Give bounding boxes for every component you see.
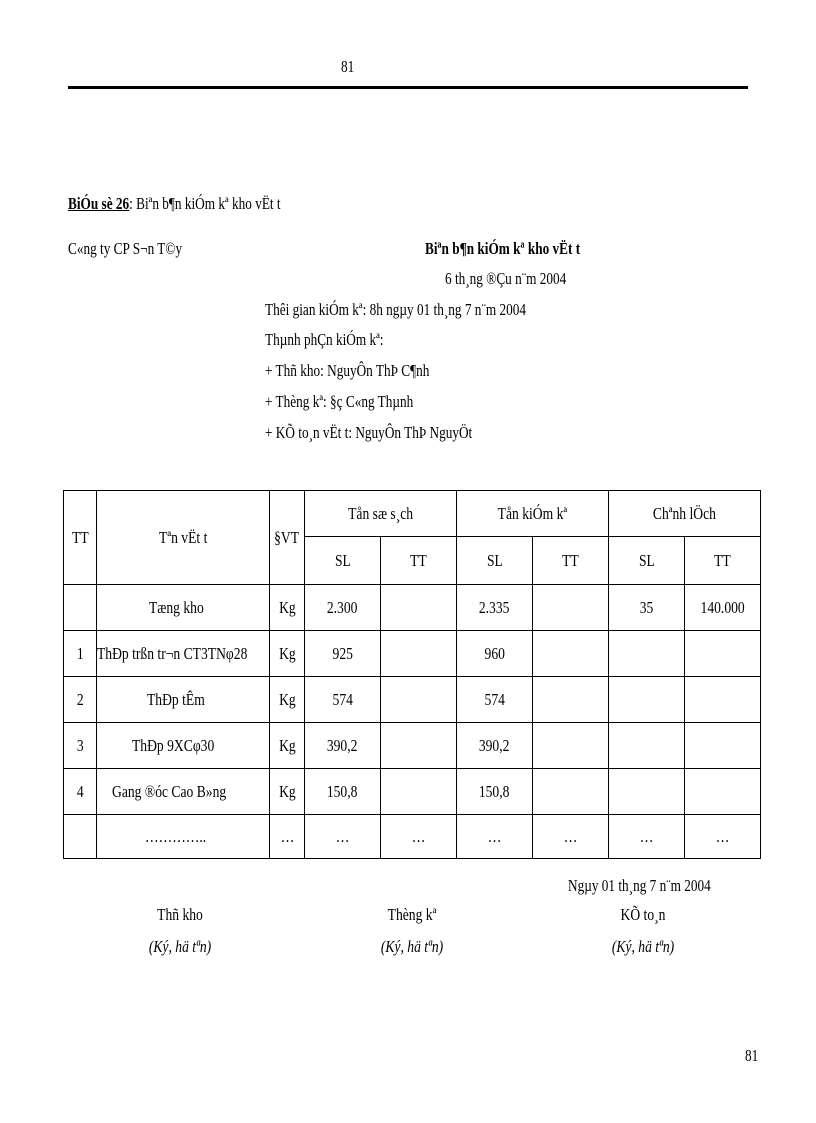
cell-unit: … xyxy=(270,815,305,859)
cell-diff-tt: 140.000 xyxy=(685,585,761,631)
cell-count-tt xyxy=(533,585,609,631)
signing-date: Ngµy 01 th¸ng 7 n¨m 2004 xyxy=(568,876,711,895)
col-header-diff-tt: TT xyxy=(685,537,761,585)
cell-book-tt: … xyxy=(381,815,457,859)
figure-caption-label: BiÓu sè 26 xyxy=(68,194,130,213)
col-header-count: Tån kiÓm kª xyxy=(457,491,609,537)
cell-diff-tt xyxy=(685,677,761,723)
cell-name: ………….. xyxy=(97,815,270,859)
cell-tt: 4 xyxy=(64,769,97,815)
committee-label: Thµnh phÇn kiÓm kª: xyxy=(265,330,384,349)
signer-note: (Ký, hä tªn) xyxy=(380,937,444,956)
col-header-count-tt: TT xyxy=(533,537,609,585)
cell-book-tt xyxy=(381,585,457,631)
cell-count-tt xyxy=(533,769,609,815)
cell-diff-sl xyxy=(609,677,685,723)
cell-unit: Kg xyxy=(270,585,305,631)
cell-book-sl: 2.300 xyxy=(305,585,381,631)
cell-count-tt xyxy=(533,723,609,769)
cell-book-tt xyxy=(381,769,457,815)
cell-diff-sl xyxy=(609,723,685,769)
col-header-unit: §VT xyxy=(270,491,305,585)
cell-unit: Kg xyxy=(270,769,305,815)
col-header-diff-sl: SL xyxy=(609,537,685,585)
header-divider xyxy=(68,86,748,89)
cell-book-tt xyxy=(381,723,457,769)
cell-count-sl: 150,8 xyxy=(457,769,533,815)
cell-count-tt xyxy=(533,677,609,723)
cell-count-sl: 574 xyxy=(457,677,533,723)
inventory-table xyxy=(63,490,761,859)
table-row xyxy=(64,585,761,631)
table-row xyxy=(64,769,761,815)
cell-count-tt xyxy=(533,631,609,677)
inventory-time: Thêi gian kiÓm kª: 8h ngµy 01 th¸ng 7 n¨m 2004 xyxy=(265,300,527,319)
cell-count-sl: 960 xyxy=(457,631,533,677)
table-row xyxy=(64,677,761,723)
signer-role: Thèng kª xyxy=(387,905,437,924)
signer-note: (Ký, hä tªn) xyxy=(611,937,675,956)
cell-tt xyxy=(64,585,97,631)
col-header-book: Tån sæ s¸ch xyxy=(305,491,457,537)
company-name: C«ng ty CP S¬n T©y xyxy=(68,239,183,258)
cell-name: Tæng kho xyxy=(97,585,270,631)
cell-name: ThÐp 9XCφ30 xyxy=(97,723,270,769)
col-header-diff: Chªnh lÖch xyxy=(609,491,761,537)
cell-tt: 3 xyxy=(64,723,97,769)
cell-count-sl: … xyxy=(457,815,533,859)
cell-book-sl: 150,8 xyxy=(305,769,381,815)
cell-unit: Kg xyxy=(270,723,305,769)
document-period: 6 th¸ng ®Çu n¨m 2004 xyxy=(445,269,567,288)
cell-book-tt xyxy=(381,631,457,677)
footer-page-number: 81 xyxy=(745,1046,759,1065)
cell-book-sl: 574 xyxy=(305,677,381,723)
table-row xyxy=(64,723,761,769)
cell-book-sl: … xyxy=(305,815,381,859)
cell-book-sl: 390,2 xyxy=(305,723,381,769)
cell-diff-sl: 35 xyxy=(609,585,685,631)
col-header-tt: TT xyxy=(64,491,97,585)
cell-name: Gang ®óc Cao B»ng xyxy=(97,769,270,815)
cell-diff-tt xyxy=(685,631,761,677)
header-page-number: 81 xyxy=(341,57,355,76)
cell-tt: 1 xyxy=(64,631,97,677)
figure-caption-text: : Biªn b¶n kiÓm kª kho vËt t xyxy=(129,194,281,213)
table-header-row xyxy=(64,491,761,537)
cell-diff-tt xyxy=(685,769,761,815)
document-title: Biªn b¶n kiÓm kª kho vËt t xyxy=(425,239,581,258)
cell-name: ThÐp trßn tr¬n CT3TNφ28 xyxy=(97,631,270,677)
table-row xyxy=(64,631,761,677)
cell-name: ThÐp tÊm xyxy=(97,677,270,723)
cell-tt xyxy=(64,815,97,859)
cell-unit: Kg xyxy=(270,677,305,723)
cell-diff-sl: … xyxy=(609,815,685,859)
col-header-book-tt: TT xyxy=(381,537,457,585)
signer-role: KÕ to¸n xyxy=(620,905,666,924)
cell-unit: Kg xyxy=(270,631,305,677)
cell-tt: 2 xyxy=(64,677,97,723)
cell-count-tt: … xyxy=(533,815,609,859)
committee-member: + KÕ to¸n vËt t: NguyÔn ThÞ NguyÖt xyxy=(265,423,473,442)
cell-diff-sl xyxy=(609,769,685,815)
committee-member: + Thñ kho: NguyÔn ThÞ C¶nh xyxy=(265,361,430,380)
signer-role: Thñ kho xyxy=(157,905,203,924)
cell-book-sl: 925 xyxy=(305,631,381,677)
cell-count-sl: 390,2 xyxy=(457,723,533,769)
committee-member: + Thèng kª: §ç C«ng Thµnh xyxy=(265,392,414,411)
col-header-book-sl: SL xyxy=(305,537,381,585)
cell-count-sl: 2.335 xyxy=(457,585,533,631)
cell-diff-sl xyxy=(609,631,685,677)
cell-diff-tt: … xyxy=(685,815,761,859)
cell-diff-tt xyxy=(685,723,761,769)
signer-note: (Ký, hä tªn) xyxy=(148,937,212,956)
figure-caption xyxy=(68,194,281,214)
col-header-count-sl: SL xyxy=(457,537,533,585)
table-row xyxy=(64,815,761,859)
col-header-name: Tªn vËt t xyxy=(97,491,270,585)
cell-book-tt xyxy=(381,677,457,723)
